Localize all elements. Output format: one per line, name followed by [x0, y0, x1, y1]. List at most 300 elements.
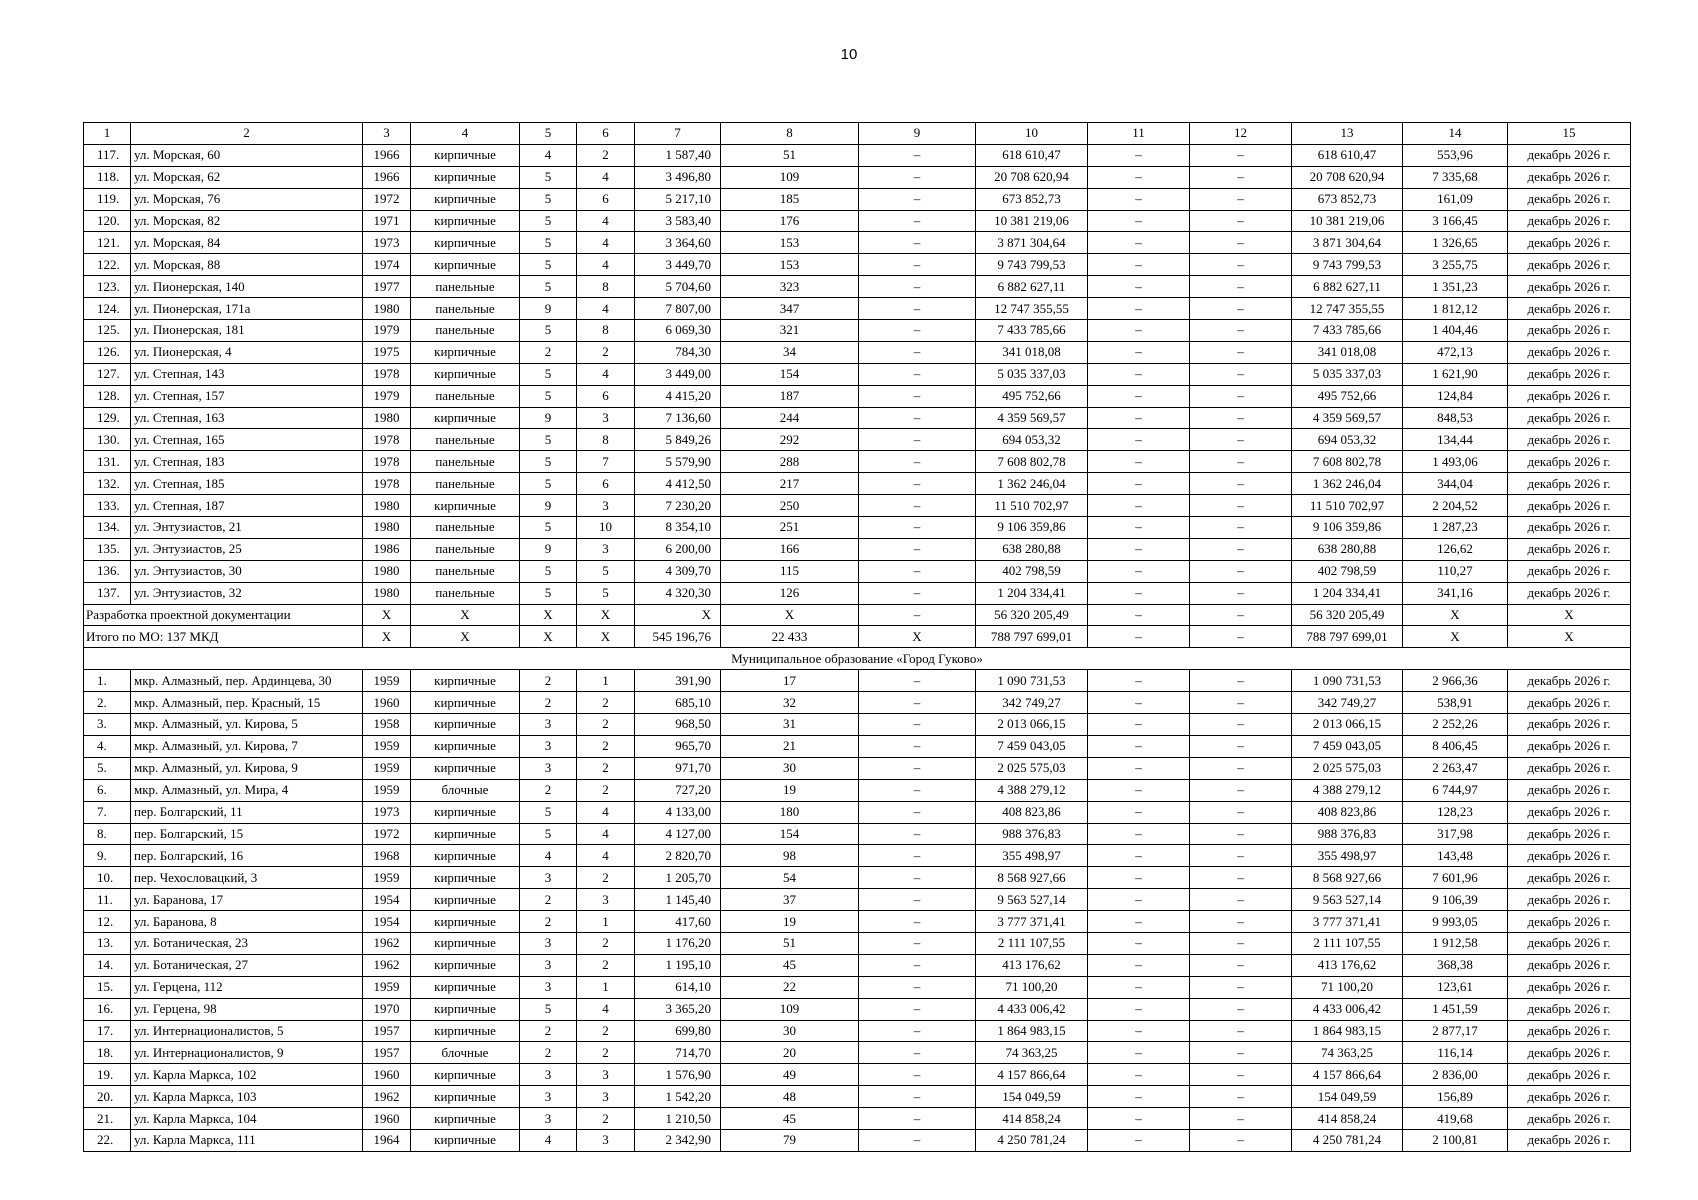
table-cell: 56 320 205,49: [1292, 604, 1403, 626]
table-cell: –: [1190, 276, 1292, 298]
table-cell: –: [1088, 254, 1190, 276]
table-cell: 116,14: [1403, 1042, 1508, 1064]
table-cell: 344,04: [1403, 473, 1508, 495]
table-cell: 2: [520, 670, 577, 692]
table-cell: 7 608 802,78: [976, 451, 1088, 473]
table-cell: 10.: [84, 867, 131, 889]
table-cell: 4 320,30: [635, 582, 721, 604]
table-cell: 5: [520, 582, 577, 604]
table-cell: 2: [577, 757, 635, 779]
table-cell: 988 376,83: [1292, 823, 1403, 845]
table-cell: 124,84: [1403, 385, 1508, 407]
table-cell: –: [1190, 757, 1292, 779]
table-cell: 13: [1292, 123, 1403, 145]
table-cell: 1 362 246,04: [976, 473, 1088, 495]
table-cell: 3: [520, 757, 577, 779]
table-cell: –: [1190, 626, 1292, 648]
table-cell: 4: [411, 123, 520, 145]
table-cell: –: [1088, 473, 1190, 495]
table-cell: 1 542,20: [635, 1086, 721, 1108]
table-cell: декабрь 2026 г.: [1508, 517, 1631, 539]
table-cell: 965,70: [635, 735, 721, 757]
table-cell: –: [859, 714, 976, 736]
table-cell: 3: [520, 1064, 577, 1086]
table-cell: 4 133,00: [635, 801, 721, 823]
table-cell: –: [1088, 495, 1190, 517]
table-cell: 1954: [363, 889, 411, 911]
table-cell: –: [1190, 779, 1292, 801]
table-cell: 128,23: [1403, 801, 1508, 823]
table-cell: 17.: [84, 1020, 131, 1042]
table-cell: 129.: [84, 407, 131, 429]
table-cell: 153: [721, 232, 859, 254]
table-cell: –: [1190, 1064, 1292, 1086]
table-cell: декабрь 2026 г.: [1508, 276, 1631, 298]
table-cell: кирпичные: [411, 911, 520, 933]
table-cell: 9: [520, 407, 577, 429]
table-cell: 120.: [84, 210, 131, 232]
table-cell: 11 510 702,97: [976, 495, 1088, 517]
table-cell: 9 563 527,14: [1292, 889, 1403, 911]
table-cell: 3: [520, 1108, 577, 1130]
table-cell: 134,44: [1403, 429, 1508, 451]
table-cell: кирпичные: [411, 889, 520, 911]
table-cell: 1 204 334,41: [1292, 582, 1403, 604]
table-cell: 3: [520, 976, 577, 998]
table-cell: Муниципальное образование «Город Гуково»: [84, 648, 1631, 670]
table-cell: ул. Карла Маркса, 111: [131, 1129, 363, 1151]
table-cell: кирпичные: [411, 823, 520, 845]
table-cell: 5: [520, 276, 577, 298]
table-cell: 7: [577, 451, 635, 473]
table-cell: 3: [577, 1129, 635, 1151]
table-cell: 2 025 575,03: [1292, 757, 1403, 779]
table-cell: 4: [577, 845, 635, 867]
table-cell: 5: [520, 823, 577, 845]
table-cell: ул. Карла Маркса, 103: [131, 1086, 363, 1108]
table-cell: ул. Ботаническая, 23: [131, 932, 363, 954]
table-cell: Итого по МО: 137 МКД: [84, 626, 363, 648]
table-cell: –: [859, 1086, 976, 1108]
table-cell: 6: [577, 473, 635, 495]
table-cell: 2: [520, 1020, 577, 1042]
table-cell: –: [1088, 407, 1190, 429]
table-cell: декабрь 2026 г.: [1508, 911, 1631, 933]
table-cell: 788 797 699,01: [976, 626, 1088, 648]
table-cell: –: [859, 1108, 976, 1130]
table-cell: ул. Энтузиастов, 21: [131, 517, 363, 539]
table-cell: –: [859, 1042, 976, 1064]
table-cell: 6: [577, 385, 635, 407]
table-cell: 187: [721, 385, 859, 407]
table-cell: 11 510 702,97: [1292, 495, 1403, 517]
table-cell: –: [1190, 604, 1292, 626]
table-cell: декабрь 2026 г.: [1508, 451, 1631, 473]
table-cell: –: [859, 232, 976, 254]
table-cell: 4 359 569,57: [976, 407, 1088, 429]
table-cell: –: [859, 670, 976, 692]
table-cell: панельные: [411, 451, 520, 473]
table-cell: X: [411, 604, 520, 626]
table-cell: 1 210,50: [635, 1108, 721, 1130]
table-cell: 1962: [363, 954, 411, 976]
table-cell: –: [1088, 232, 1190, 254]
table-cell: 21.: [84, 1108, 131, 1130]
table-cell: 2: [520, 341, 577, 363]
table-cell: кирпичные: [411, 845, 520, 867]
table-cell: –: [1190, 889, 1292, 911]
table-cell: 6 882 627,11: [1292, 276, 1403, 298]
table-cell: 1: [577, 976, 635, 998]
table-cell: 2: [577, 735, 635, 757]
table-cell: 3: [577, 407, 635, 429]
table-cell: –: [859, 385, 976, 407]
table-cell: 51: [721, 144, 859, 166]
table-cell: 2 263,47: [1403, 757, 1508, 779]
table-cell: –: [1190, 451, 1292, 473]
table-cell: –: [1190, 538, 1292, 560]
table-cell: 618 610,47: [976, 144, 1088, 166]
table-cell: –: [1190, 407, 1292, 429]
table-cell: 9: [520, 538, 577, 560]
table-cell: 1954: [363, 911, 411, 933]
table-cell: –: [859, 451, 976, 473]
table-cell: 132.: [84, 473, 131, 495]
table-cell: 1959: [363, 867, 411, 889]
table-row: [84, 254, 1631, 276]
table-cell: 56 320 205,49: [976, 604, 1088, 626]
table-cell: 2: [577, 779, 635, 801]
table-cell: 4: [577, 823, 635, 845]
table-cell: декабрь 2026 г.: [1508, 735, 1631, 757]
table-cell: 19: [721, 911, 859, 933]
table-cell: –: [859, 735, 976, 757]
table-cell: 2: [577, 932, 635, 954]
table-cell: 1974: [363, 254, 411, 276]
table-cell: –: [859, 517, 976, 539]
table-cell: 5.: [84, 757, 131, 779]
table-cell: 143,48: [1403, 845, 1508, 867]
table-cell: –: [1088, 429, 1190, 451]
table-cell: 5: [520, 363, 577, 385]
table-cell: –: [1088, 144, 1190, 166]
table-cell: 1960: [363, 1064, 411, 1086]
table-cell: 166: [721, 538, 859, 560]
table-cell: декабрь 2026 г.: [1508, 714, 1631, 736]
table-cell: –: [859, 341, 976, 363]
table-cell: 5: [520, 385, 577, 407]
table-cell: 5: [520, 320, 577, 342]
table-cell: 4: [577, 998, 635, 1020]
table-cell: 9 106 359,86: [976, 517, 1088, 539]
table-cell: 154 049,59: [976, 1086, 1088, 1108]
table-cell: –: [859, 363, 976, 385]
table-cell: 79: [721, 1129, 859, 1151]
table-cell: –: [1088, 1086, 1190, 1108]
table-cell: 7 459 043,05: [976, 735, 1088, 757]
table-cell: 8 568 927,66: [1292, 867, 1403, 889]
table-cell: 1958: [363, 714, 411, 736]
table-cell: –: [859, 429, 976, 451]
table-cell: 180: [721, 801, 859, 823]
table-cell: 341 018,08: [1292, 341, 1403, 363]
table-cell: 125.: [84, 320, 131, 342]
table-cell: Разработка проектной документации: [84, 604, 363, 626]
table-cell: 74 363,25: [1292, 1042, 1403, 1064]
table-cell: 14: [1403, 123, 1508, 145]
table-cell: декабрь 2026 г.: [1508, 1108, 1631, 1130]
table-cell: –: [1190, 429, 1292, 451]
table-cell: 1 451,59: [1403, 998, 1508, 1020]
table-cell: –: [859, 582, 976, 604]
table-cell: –: [859, 276, 976, 298]
table-cell: 368,38: [1403, 954, 1508, 976]
table-cell: –: [1088, 341, 1190, 363]
table-cell: 127.: [84, 363, 131, 385]
table-cell: 9 993,05: [1403, 911, 1508, 933]
table-cell: декабрь 2026 г.: [1508, 320, 1631, 342]
table-cell: ул. Степная, 187: [131, 495, 363, 517]
table-cell: 10 381 219,06: [976, 210, 1088, 232]
table-cell: 538,91: [1403, 692, 1508, 714]
table-cell: кирпичные: [411, 1086, 520, 1108]
table-cell: 3 777 371,41: [976, 911, 1088, 933]
table-cell: пер. Болгарский, 15: [131, 823, 363, 845]
table-cell: –: [859, 254, 976, 276]
table-cell: кирпичные: [411, 188, 520, 210]
table-row: [84, 670, 1631, 692]
table-cell: 7 807,00: [635, 298, 721, 320]
table-cell: 137.: [84, 582, 131, 604]
table-cell: 17: [721, 670, 859, 692]
table-cell: 7.: [84, 801, 131, 823]
table-cell: –: [859, 823, 976, 845]
table-cell: ул. Герцена, 112: [131, 976, 363, 998]
table-cell: –: [1088, 276, 1190, 298]
table-cell: 2.: [84, 692, 131, 714]
table-cell: 321: [721, 320, 859, 342]
table-cell: 545 196,76: [635, 626, 721, 648]
table-cell: 1959: [363, 779, 411, 801]
table-cell: 20 708 620,94: [976, 166, 1088, 188]
table-row: [84, 560, 1631, 582]
table-cell: 98: [721, 845, 859, 867]
table-cell: –: [1088, 823, 1190, 845]
table-cell: 323: [721, 276, 859, 298]
table-cell: декабрь 2026 г.: [1508, 538, 1631, 560]
table-cell: мкр. Алмазный, ул. Кирова, 7: [131, 735, 363, 757]
table-cell: ул. Морская, 62: [131, 166, 363, 188]
table-cell: ул. Пионерская, 140: [131, 276, 363, 298]
table-cell: 1975: [363, 341, 411, 363]
table-cell: 22: [721, 976, 859, 998]
table-row: [84, 451, 1631, 473]
table-cell: 2: [520, 779, 577, 801]
table-cell: 9: [520, 495, 577, 517]
table-cell: блочные: [411, 779, 520, 801]
table-cell: 121.: [84, 232, 131, 254]
table-row: [84, 276, 1631, 298]
table-cell: –: [1190, 320, 1292, 342]
table-cell: –: [1190, 845, 1292, 867]
table-cell: 1978: [363, 429, 411, 451]
table-cell: 2: [577, 1020, 635, 1042]
table-cell: 727,20: [635, 779, 721, 801]
table-cell: 2: [577, 714, 635, 736]
table-cell: кирпичные: [411, 976, 520, 998]
table-cell: кирпичные: [411, 932, 520, 954]
table-cell: 1 145,40: [635, 889, 721, 911]
table-cell: декабрь 2026 г.: [1508, 1064, 1631, 1086]
table-cell: ул. Степная, 143: [131, 363, 363, 385]
table-cell: –: [1088, 582, 1190, 604]
table-cell: –: [1190, 385, 1292, 407]
table-cell: 123.: [84, 276, 131, 298]
table-cell: 5 704,60: [635, 276, 721, 298]
table-cell: 12 747 355,55: [1292, 298, 1403, 320]
table-cell: 1980: [363, 517, 411, 539]
table-cell: 6 069,30: [635, 320, 721, 342]
table-cell: –: [1190, 954, 1292, 976]
table-cell: 1962: [363, 1086, 411, 1108]
table-cell: 126: [721, 582, 859, 604]
table-cell: –: [1088, 692, 1190, 714]
table-cell: 2: [577, 341, 635, 363]
table-cell: 4: [577, 801, 635, 823]
table-cell: 2: [520, 889, 577, 911]
table-cell: 1971: [363, 210, 411, 232]
table-cell: –: [1088, 1108, 1190, 1130]
table-cell: –: [1190, 560, 1292, 582]
table-cell: –: [1190, 1020, 1292, 1042]
table-cell: –: [859, 1020, 976, 1042]
table-cell: 1960: [363, 1108, 411, 1130]
table-cell: кирпичные: [411, 232, 520, 254]
table-cell: 154 049,59: [1292, 1086, 1403, 1108]
table-cell: 4 250 781,24: [1292, 1129, 1403, 1151]
table-cell: –: [1088, 976, 1190, 998]
table-cell: –: [1088, 954, 1190, 976]
table-cell: 54: [721, 867, 859, 889]
table-cell: 1968: [363, 845, 411, 867]
table-cell: 7 230,20: [635, 495, 721, 517]
table-cell: 788 797 699,01: [1292, 626, 1403, 648]
table-cell: 3 365,20: [635, 998, 721, 1020]
table-cell: кирпичные: [411, 714, 520, 736]
table-cell: 4 433 006,42: [976, 998, 1088, 1020]
table-cell: 8: [577, 429, 635, 451]
table-cell: –: [1190, 714, 1292, 736]
table-cell: 2 111 107,55: [1292, 932, 1403, 954]
table-cell: 355 498,97: [976, 845, 1088, 867]
table-cell: X: [577, 604, 635, 626]
table-cell: –: [859, 801, 976, 823]
table-cell: 4: [520, 1129, 577, 1151]
table-cell: –: [1088, 889, 1190, 911]
table-cell: –: [859, 495, 976, 517]
table-cell: 2 836,00: [1403, 1064, 1508, 1086]
table-cell: –: [859, 407, 976, 429]
table-cell: мкр. Алмазный, ул. Кирова, 5: [131, 714, 363, 736]
table-cell: 5 849,26: [635, 429, 721, 451]
table-cell: 2 025 575,03: [976, 757, 1088, 779]
table-cell: 347: [721, 298, 859, 320]
table-cell: –: [1190, 144, 1292, 166]
table-cell: 1 176,20: [635, 932, 721, 954]
table-row: [84, 144, 1631, 166]
table-cell: –: [859, 210, 976, 232]
table-cell: 153: [721, 254, 859, 276]
table-cell: 3 449,00: [635, 363, 721, 385]
table-cell: 5: [520, 429, 577, 451]
table-cell: –: [1190, 254, 1292, 276]
table-cell: 244: [721, 407, 859, 429]
table-cell: 5: [520, 801, 577, 823]
table-cell: 6 882 627,11: [976, 276, 1088, 298]
table-cell: декабрь 2026 г.: [1508, 1020, 1631, 1042]
table-cell: 3: [577, 538, 635, 560]
table-cell: 3: [577, 1064, 635, 1086]
table-cell: кирпичные: [411, 166, 520, 188]
table-cell: 1 205,70: [635, 867, 721, 889]
table-cell: 1: [577, 911, 635, 933]
table-cell: –: [859, 473, 976, 495]
table-cell: 5: [520, 210, 577, 232]
table-cell: 45: [721, 954, 859, 976]
table-cell: 1 493,06: [1403, 451, 1508, 473]
table-cell: 3.: [84, 714, 131, 736]
table-cell: ул. Морская, 76: [131, 188, 363, 210]
table-cell: 7 433 785,66: [976, 320, 1088, 342]
table-cell: 2 111 107,55: [976, 932, 1088, 954]
table-row: [84, 385, 1631, 407]
table-cell: 6 200,00: [635, 538, 721, 560]
table-cell: 341,16: [1403, 582, 1508, 604]
table-cell: 6 744,97: [1403, 779, 1508, 801]
table-cell: 1980: [363, 560, 411, 582]
table-cell: 292: [721, 429, 859, 451]
table-cell: –: [859, 757, 976, 779]
table-cell: –: [859, 779, 976, 801]
table-cell: 2: [520, 692, 577, 714]
table-cell: 30: [721, 1020, 859, 1042]
table-cell: 618 610,47: [1292, 144, 1403, 166]
table-cell: –: [1088, 998, 1190, 1020]
table-cell: 6: [577, 123, 635, 145]
table-cell: –: [1088, 932, 1190, 954]
table-cell: –: [1088, 1129, 1190, 1151]
table-cell: 2: [577, 954, 635, 976]
table-cell: 5 035 337,03: [976, 363, 1088, 385]
table-cell: 2: [577, 144, 635, 166]
table-cell: панельные: [411, 473, 520, 495]
table-cell: –: [1088, 298, 1190, 320]
table-cell: декабрь 2026 г.: [1508, 341, 1631, 363]
table-cell: 699,80: [635, 1020, 721, 1042]
table-cell: –: [859, 298, 976, 320]
table-cell: 20.: [84, 1086, 131, 1108]
table-cell: 176: [721, 210, 859, 232]
table-cell: декабрь 2026 г.: [1508, 867, 1631, 889]
table-cell: 4.: [84, 735, 131, 757]
table-cell: 10: [577, 517, 635, 539]
table-cell: 1957: [363, 1020, 411, 1042]
table-cell: 1.: [84, 670, 131, 692]
table-cell: декабрь 2026 г.: [1508, 1086, 1631, 1108]
table-cell: декабрь 2026 г.: [1508, 385, 1631, 407]
table-cell: 8: [577, 320, 635, 342]
table-cell: мкр. Алмазный, пер. Красный, 15: [131, 692, 363, 714]
